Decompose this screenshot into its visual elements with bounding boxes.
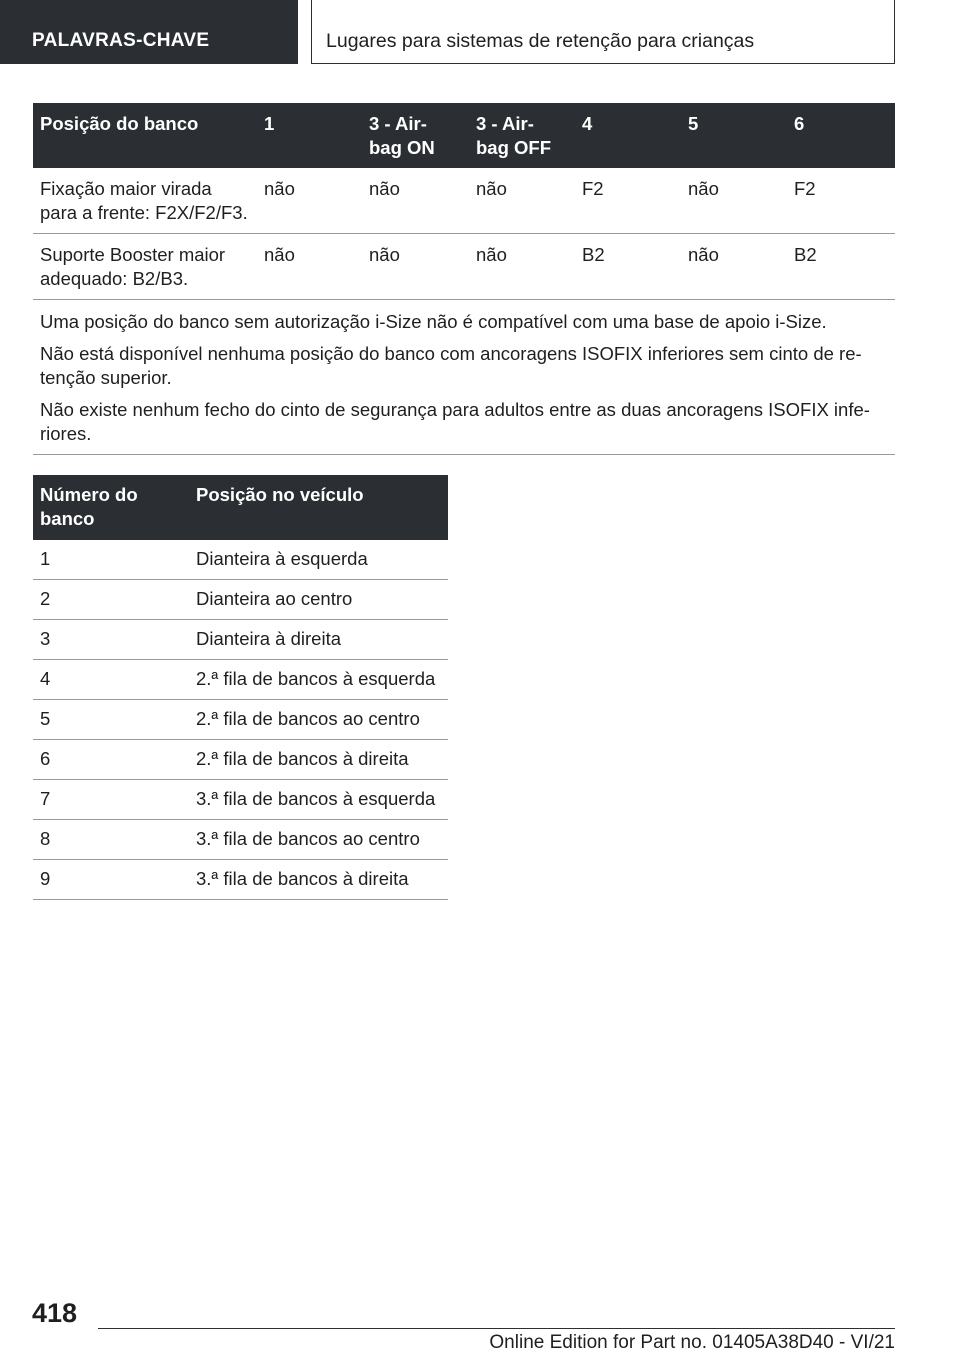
table-cell: 2.ª fila de bancos ao centro <box>189 700 448 740</box>
table-cell: 2.ª fila de bancos à esquerda <box>189 660 448 700</box>
table-cell: 3 <box>33 620 189 660</box>
table-row <box>33 700 448 740</box>
table-cell: B2 <box>787 234 895 300</box>
table-cell: F2 <box>787 168 895 234</box>
table-row <box>33 820 448 860</box>
table-row <box>33 168 895 234</box>
column-header: Posição do banco <box>33 103 257 168</box>
column-header: 1 <box>257 103 362 168</box>
page-number: 418 <box>32 1298 78 1328</box>
table-cell: Fixação maior virada para a frente: F2X/F2/F3. <box>33 168 257 234</box>
table-cell: não <box>681 234 787 300</box>
table-cell: não <box>469 168 575 234</box>
table-header-row <box>33 475 448 540</box>
table-row <box>33 780 448 820</box>
table-row <box>33 234 895 300</box>
table-row <box>33 580 448 620</box>
table-cell: 1 <box>33 540 189 580</box>
column-header: Posição no veículo <box>189 475 448 540</box>
table-cell: não <box>257 168 362 234</box>
table-cell: 9 <box>33 860 189 900</box>
table-cell: 6 <box>33 740 189 780</box>
column-header: 6 <box>787 103 895 168</box>
column-header: 4 <box>575 103 681 168</box>
table-cell: Suporte Booster maior adequado: B2/B3. <box>33 234 257 300</box>
table-row <box>33 860 448 900</box>
table-row <box>33 620 448 660</box>
table-cell: não <box>681 168 787 234</box>
table-cell: 2.ª fila de bancos à direita <box>189 740 448 780</box>
note-text: Não existe nenhum fecho do cinto de segurança para adultos entre as duas ancoragens ISOFIX infe- riores. <box>40 399 870 444</box>
column-header: 3 - Air- bag OFF <box>469 103 575 168</box>
table-cell: não <box>362 168 469 234</box>
seat-position-table <box>33 475 448 900</box>
table-notes <box>33 300 895 455</box>
table-cell: 3.ª fila de bancos ao centro <box>189 820 448 860</box>
table-cell: Dianteira à direita <box>189 620 448 660</box>
table-cell: B2 <box>575 234 681 300</box>
table-cell: Dianteira à esquerda <box>189 540 448 580</box>
table-cell: F2 <box>575 168 681 234</box>
table-cell: 8 <box>33 820 189 860</box>
table-notes-row <box>33 300 895 455</box>
table-row <box>33 740 448 780</box>
note-text: Uma posição do banco sem autorização i-Size não é compatível com uma base de apoio i-Size. <box>40 311 827 332</box>
seat-compatibility-table <box>33 103 895 455</box>
table-cell: 5 <box>33 700 189 740</box>
table-cell: não <box>469 234 575 300</box>
section-title: Lugares para sistemas de retenção para crianças <box>311 0 895 64</box>
table-cell: 7 <box>33 780 189 820</box>
column-header: 3 - Air- bag ON <box>362 103 469 168</box>
table-cell: 3.ª fila de bancos à direita <box>189 860 448 900</box>
column-header: 5 <box>681 103 787 168</box>
footer-divider <box>98 1328 895 1329</box>
column-header: Número do banco <box>33 475 189 540</box>
table-row <box>33 540 448 580</box>
table-cell: Dianteira ao centro <box>189 580 448 620</box>
keyword-tab[interactable]: PALAVRAS-CHAVE <box>0 0 298 64</box>
table-header-row <box>33 103 895 168</box>
table-row <box>33 660 448 700</box>
table-cell: não <box>257 234 362 300</box>
table-cell: 4 <box>33 660 189 700</box>
table-cell: 2 <box>33 580 189 620</box>
footer-edition-text: Online Edition for Part no. 01405A38D40 - VI/21 <box>489 1332 895 1353</box>
table-cell: não <box>362 234 469 300</box>
note-text: Não está disponível nenhuma posição do banco com ancoragens ISOFIX inferiores sem cinto de re- tenção superior. <box>40 343 862 388</box>
table-cell: 3.ª fila de bancos à esquerda <box>189 780 448 820</box>
